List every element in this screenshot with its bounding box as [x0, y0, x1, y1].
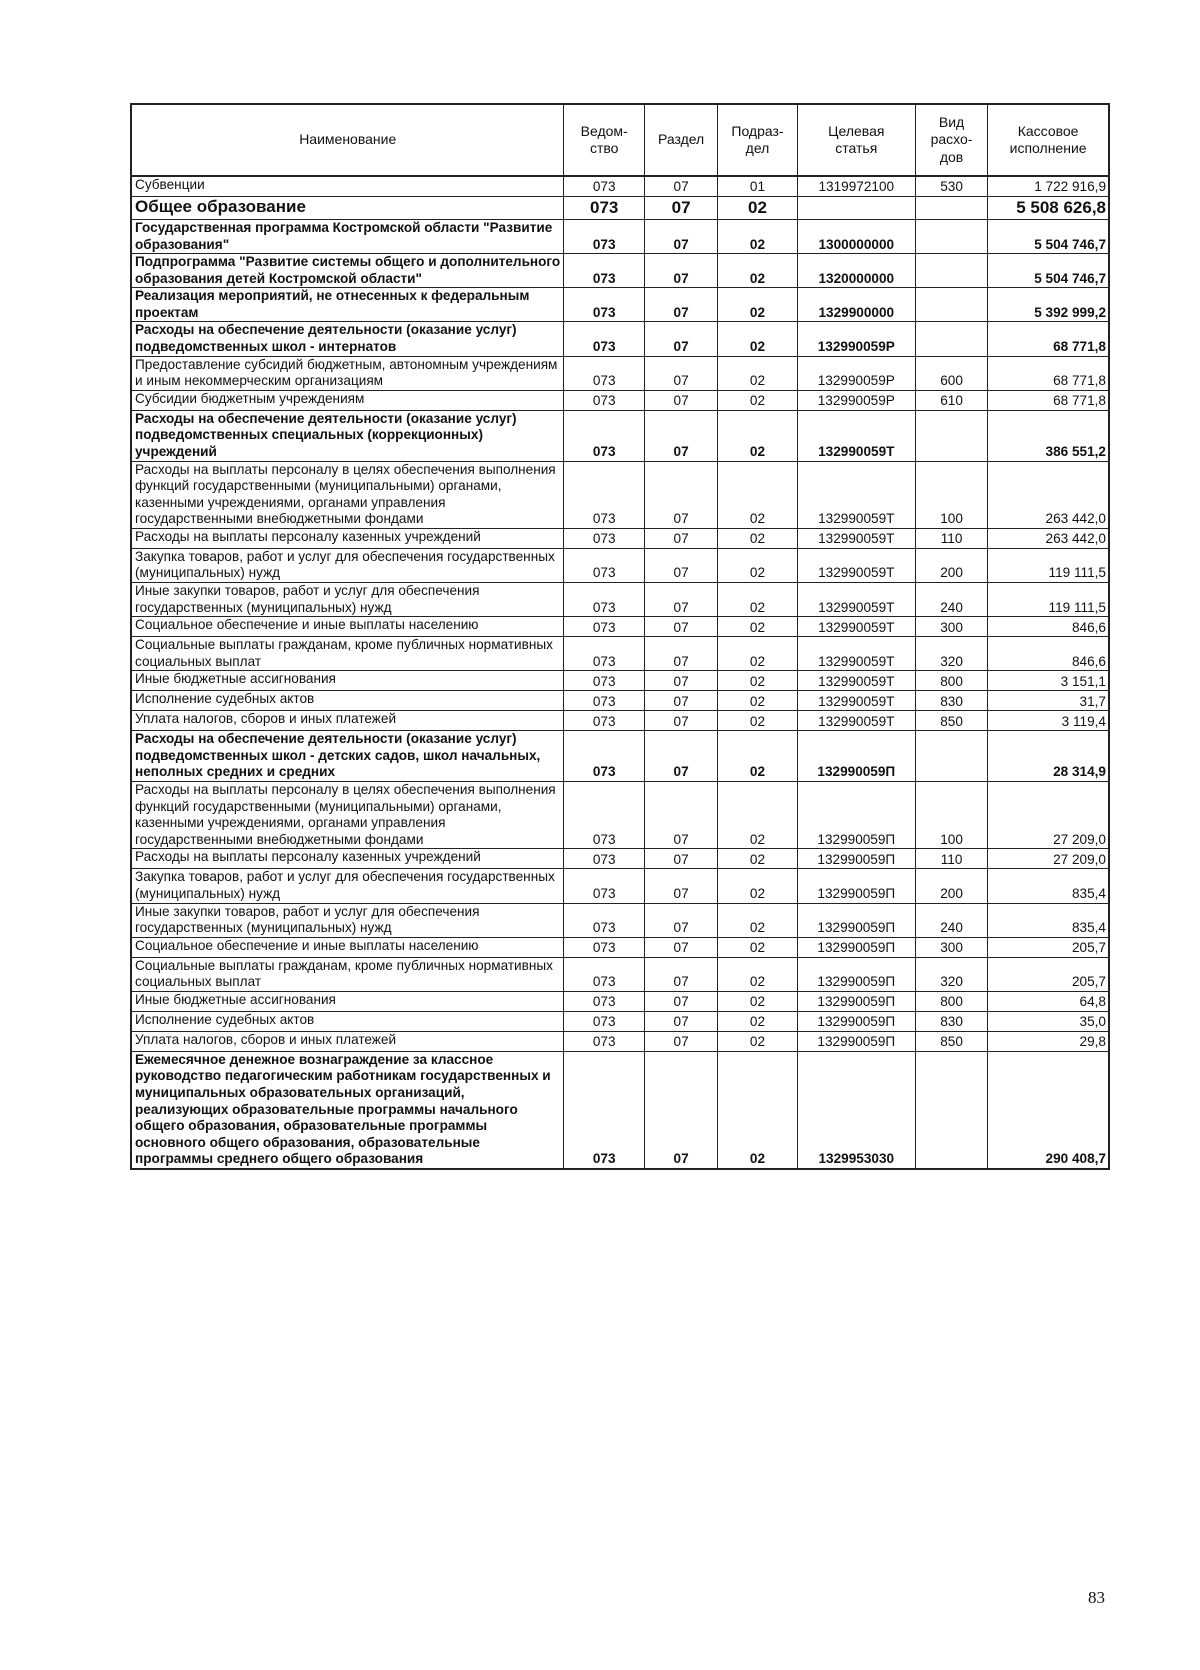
cell-exptype: 200 — [915, 869, 987, 903]
cell-exptype: 200 — [915, 548, 987, 582]
cell-exptype — [915, 1051, 987, 1169]
table-row — [131, 220, 1109, 254]
cell-exptype: 320 — [915, 957, 987, 991]
cell-target: 132990059П — [797, 1011, 915, 1031]
cell-name: Закупка товаров, работ и услуг для обеспечения государственных (муниципальных) нужд — [131, 869, 564, 903]
cell-dept: 073 — [564, 410, 644, 461]
cell-exptype: 300 — [915, 617, 987, 637]
cell-subsection: 02 — [718, 671, 797, 691]
cell-exptype: 530 — [915, 176, 987, 197]
cell-name: Закупка товаров, работ и услуг для обеспечения государственных (муниципальных) нужд — [131, 548, 564, 582]
cell-section: 07 — [644, 1051, 717, 1169]
cell-name: Субсидии бюджетным учреждениям — [131, 390, 564, 410]
cell-amount: 5 504 746,7 — [988, 220, 1109, 254]
cell-amount: 68 771,8 — [988, 390, 1109, 410]
cell-name: Социальные выплаты гражданам, кроме публичных нормативных социальных выплат — [131, 637, 564, 671]
cell-amount: 27 209,0 — [988, 849, 1109, 869]
cell-name: Расходы на выплаты персоналу казенных учреждений — [131, 528, 564, 548]
cell-subsection: 02 — [718, 410, 797, 461]
cell-target: 132990059Т — [797, 637, 915, 671]
cell-subsection: 02 — [718, 711, 797, 731]
cell-section: 07 — [644, 582, 717, 616]
cell-name: Уплата налогов, сборов и иных платежей — [131, 711, 564, 731]
cell-section: 07 — [644, 637, 717, 671]
cell-exptype — [915, 197, 987, 220]
cell-section: 07 — [644, 957, 717, 991]
cell-name: Расходы на обеспечение деятельности (оказание услуг) подведомственных школ - интернатов — [131, 322, 564, 356]
cell-exptype — [915, 410, 987, 461]
cell-target: 132990059П — [797, 957, 915, 991]
table-row — [131, 1051, 1109, 1169]
table-row — [131, 617, 1109, 637]
cell-subsection: 02 — [718, 390, 797, 410]
cell-subsection: 02 — [718, 957, 797, 991]
table-row — [131, 197, 1109, 220]
cell-section: 07 — [644, 410, 717, 461]
cell-name: Иные бюджетные ассигнования — [131, 671, 564, 691]
table-row — [131, 356, 1109, 390]
cell-section: 07 — [644, 731, 717, 782]
cell-dept: 073 — [564, 254, 644, 288]
budget-table — [130, 103, 1110, 1170]
cell-section: 07 — [644, 322, 717, 356]
table-row — [131, 1031, 1109, 1051]
cell-subsection: 02 — [718, 637, 797, 671]
cell-amount: 64,8 — [988, 991, 1109, 1011]
cell-section: 07 — [644, 991, 717, 1011]
table-row — [131, 176, 1109, 197]
cell-dept: 073 — [564, 288, 644, 322]
cell-section: 07 — [644, 1011, 717, 1031]
cell-amount: 205,7 — [988, 937, 1109, 957]
cell-target: 132990059Т — [797, 691, 915, 711]
table-row — [131, 322, 1109, 356]
cell-subsection: 02 — [718, 1051, 797, 1169]
cell-target: 132990059П — [797, 731, 915, 782]
cell-section: 07 — [644, 356, 717, 390]
cell-exptype: 830 — [915, 691, 987, 711]
cell-name: Субвенции — [131, 176, 564, 197]
cell-subsection: 02 — [718, 220, 797, 254]
cell-amount: 119 111,5 — [988, 548, 1109, 582]
cell-subsection: 02 — [718, 849, 797, 869]
cell-name: Государственная программа Костромской области "Развитие образования" — [131, 220, 564, 254]
cell-dept: 073 — [564, 903, 644, 937]
cell-amount: 28 314,9 — [988, 731, 1109, 782]
cell-dept: 073 — [564, 617, 644, 637]
cell-subsection: 02 — [718, 869, 797, 903]
header-name: Наименование — [131, 104, 564, 176]
cell-dept: 073 — [564, 220, 644, 254]
cell-subsection: 02 — [718, 691, 797, 711]
table-row — [131, 637, 1109, 671]
cell-exptype: 110 — [915, 849, 987, 869]
table-header-row — [131, 104, 1109, 176]
cell-dept: 073 — [564, 637, 644, 671]
cell-target: 132990059Р — [797, 390, 915, 410]
cell-subsection: 02 — [718, 288, 797, 322]
cell-section: 07 — [644, 288, 717, 322]
cell-exptype: 110 — [915, 528, 987, 548]
cell-section: 07 — [644, 254, 717, 288]
cell-target: 132990059Т — [797, 671, 915, 691]
cell-section: 07 — [644, 176, 717, 197]
table-row — [131, 903, 1109, 937]
cell-section: 07 — [644, 461, 717, 528]
cell-dept: 073 — [564, 1031, 644, 1051]
cell-exptype: 800 — [915, 671, 987, 691]
cell-target: 132990059Т — [797, 461, 915, 528]
table-row — [131, 782, 1109, 849]
header-exptype: Вид расхо- дов — [915, 104, 987, 176]
cell-amount: 5 392 999,2 — [988, 288, 1109, 322]
cell-name: Иные бюджетные ассигнования — [131, 991, 564, 1011]
cell-dept: 073 — [564, 176, 644, 197]
cell-name: Уплата налогов, сборов и иных платежей — [131, 1031, 564, 1051]
cell-target: 1329953030 — [797, 1051, 915, 1169]
cell-exptype: 830 — [915, 1011, 987, 1031]
cell-target: 132990059Т — [797, 711, 915, 731]
cell-dept: 073 — [564, 548, 644, 582]
page-number: 83 — [1088, 1588, 1105, 1607]
cell-section: 07 — [644, 617, 717, 637]
cell-name: Социальные выплаты гражданам, кроме публичных нормативных социальных выплат — [131, 957, 564, 991]
cell-dept: 073 — [564, 322, 644, 356]
cell-amount: 27 209,0 — [988, 782, 1109, 849]
cell-section: 07 — [644, 197, 717, 220]
cell-target: 132990059П — [797, 869, 915, 903]
cell-subsection: 02 — [718, 356, 797, 390]
table-row — [131, 410, 1109, 461]
table-row — [131, 288, 1109, 322]
cell-target: 1320000000 — [797, 254, 915, 288]
cell-section: 07 — [644, 671, 717, 691]
cell-subsection: 02 — [718, 322, 797, 356]
header-target: Целевая статья — [797, 104, 915, 176]
cell-target: 1319972100 — [797, 176, 915, 197]
cell-section: 07 — [644, 220, 717, 254]
cell-dept: 073 — [564, 869, 644, 903]
cell-name: Расходы на выплаты персоналу в целях обеспечения выполнения функций государственными (муниципальными) органами, казенными учреждениями, органами управления государственными внебюджетными фондами — [131, 461, 564, 528]
table-row — [131, 991, 1109, 1011]
cell-dept: 073 — [564, 691, 644, 711]
cell-section: 07 — [644, 711, 717, 731]
cell-section: 07 — [644, 937, 717, 957]
cell-subsection: 02 — [718, 461, 797, 528]
table-row — [131, 731, 1109, 782]
cell-target: 132990059Р — [797, 322, 915, 356]
cell-name: Иные закупки товаров, работ и услуг для обеспечения государственных (муниципальных) нужд — [131, 582, 564, 616]
cell-exptype — [915, 254, 987, 288]
cell-subsection: 02 — [718, 582, 797, 616]
cell-target: 132990059П — [797, 937, 915, 957]
cell-target: 132990059П — [797, 782, 915, 849]
cell-dept: 073 — [564, 528, 644, 548]
cell-amount: 263 442,0 — [988, 528, 1109, 548]
cell-dept: 073 — [564, 711, 644, 731]
cell-section: 07 — [644, 390, 717, 410]
cell-exptype: 100 — [915, 461, 987, 528]
cell-name: Расходы на обеспечение деятельности (оказание услуг) подведомственных школ - детских садов, школ начальных, неполных средних и средних — [131, 731, 564, 782]
cell-target: 132990059П — [797, 1031, 915, 1051]
cell-amount: 1 722 916,9 — [988, 176, 1109, 197]
cell-subsection: 02 — [718, 254, 797, 288]
cell-subsection: 02 — [718, 617, 797, 637]
cell-dept: 073 — [564, 1051, 644, 1169]
cell-section: 07 — [644, 1031, 717, 1051]
cell-target: 132990059П — [797, 991, 915, 1011]
cell-exptype: 320 — [915, 637, 987, 671]
cell-exptype: 100 — [915, 782, 987, 849]
cell-amount: 290 408,7 — [988, 1051, 1109, 1169]
cell-exptype: 850 — [915, 711, 987, 731]
cell-section: 07 — [644, 903, 717, 937]
cell-exptype: 850 — [915, 1031, 987, 1051]
table-row — [131, 957, 1109, 991]
cell-target: 132990059Т — [797, 528, 915, 548]
cell-section: 07 — [644, 849, 717, 869]
cell-name: Общее образование — [131, 197, 564, 220]
cell-target: 1329900000 — [797, 288, 915, 322]
cell-exptype: 610 — [915, 390, 987, 410]
table-row — [131, 937, 1109, 957]
table-row — [131, 548, 1109, 582]
cell-section: 07 — [644, 782, 717, 849]
cell-amount: 835,4 — [988, 903, 1109, 937]
table-row — [131, 869, 1109, 903]
cell-dept: 073 — [564, 582, 644, 616]
cell-subsection: 02 — [718, 731, 797, 782]
cell-target: 132990059П — [797, 903, 915, 937]
cell-target: 132990059Т — [797, 582, 915, 616]
cell-subsection: 02 — [718, 197, 797, 220]
cell-subsection: 02 — [718, 903, 797, 937]
cell-name: Реализация мероприятий, не отнесенных к федеральным проектам — [131, 288, 564, 322]
cell-name: Ежемесячное денежное вознаграждение за классное руководство педагогическим работникам государственных и муниципальных образовательных организаций, реализующих образовательные программы начального общего образования, образовательные программы основного общего образования, образовательные программы среднего общего образования — [131, 1051, 564, 1169]
cell-exptype — [915, 288, 987, 322]
cell-exptype: 600 — [915, 356, 987, 390]
table-row — [131, 461, 1109, 528]
cell-exptype: 800 — [915, 991, 987, 1011]
cell-exptype: 300 — [915, 937, 987, 957]
cell-section: 07 — [644, 691, 717, 711]
cell-target: 132990059Р — [797, 356, 915, 390]
cell-name: Расходы на выплаты персоналу в целях обеспечения выполнения функций государственными (муниципальными) органами, казенными учреждениями, органами управления государственными внебюджетными фондами — [131, 782, 564, 849]
cell-name: Исполнение судебных актов — [131, 691, 564, 711]
cell-amount: 68 771,8 — [988, 356, 1109, 390]
cell-subsection: 02 — [718, 782, 797, 849]
table-row — [131, 254, 1109, 288]
cell-amount: 5 504 746,7 — [988, 254, 1109, 288]
cell-target: 132990059Т — [797, 548, 915, 582]
cell-dept: 073 — [564, 461, 644, 528]
cell-name: Социальное обеспечение и иные выплаты населению — [131, 937, 564, 957]
table-row — [131, 671, 1109, 691]
cell-subsection: 02 — [718, 991, 797, 1011]
cell-amount: 68 771,8 — [988, 322, 1109, 356]
cell-name: Подпрограмма "Развитие системы общего и дополнительного образования детей Костромской области" — [131, 254, 564, 288]
header-amount: Кассовое исполнение — [988, 104, 1109, 176]
table-row — [131, 691, 1109, 711]
cell-dept: 073 — [564, 937, 644, 957]
cell-dept: 073 — [564, 671, 644, 691]
cell-amount: 263 442,0 — [988, 461, 1109, 528]
cell-exptype: 240 — [915, 582, 987, 616]
cell-name: Исполнение судебных актов — [131, 1011, 564, 1031]
cell-name: Иные закупки товаров, работ и услуг для обеспечения государственных (муниципальных) нужд — [131, 903, 564, 937]
cell-target: 1300000000 — [797, 220, 915, 254]
cell-amount: 5 508 626,8 — [988, 197, 1109, 220]
cell-target — [797, 197, 915, 220]
cell-target: 132990059П — [797, 849, 915, 869]
cell-amount: 3 119,4 — [988, 711, 1109, 731]
table-row — [131, 390, 1109, 410]
cell-amount: 846,6 — [988, 617, 1109, 637]
table-row — [131, 1011, 1109, 1031]
cell-dept: 073 — [564, 390, 644, 410]
cell-subsection: 01 — [718, 176, 797, 197]
cell-dept: 073 — [564, 991, 644, 1011]
cell-subsection: 02 — [718, 1031, 797, 1051]
table-row — [131, 849, 1109, 869]
table-row — [131, 528, 1109, 548]
cell-amount: 35,0 — [988, 1011, 1109, 1031]
cell-section: 07 — [644, 869, 717, 903]
cell-amount: 119 111,5 — [988, 582, 1109, 616]
cell-dept: 073 — [564, 957, 644, 991]
cell-target: 132990059Т — [797, 617, 915, 637]
cell-amount: 3 151,1 — [988, 671, 1109, 691]
cell-amount: 846,6 — [988, 637, 1109, 671]
cell-name: Предоставление субсидий бюджетным, автономным учреждениям и иным некоммерческим организациям — [131, 356, 564, 390]
cell-subsection: 02 — [718, 548, 797, 582]
table-row — [131, 711, 1109, 731]
cell-section: 07 — [644, 528, 717, 548]
cell-subsection: 02 — [718, 937, 797, 957]
cell-dept: 073 — [564, 782, 644, 849]
cell-exptype — [915, 731, 987, 782]
cell-dept: 073 — [564, 731, 644, 782]
header-dept: Ведом- ство — [564, 104, 644, 176]
cell-name: Социальное обеспечение и иные выплаты населению — [131, 617, 564, 637]
cell-amount: 205,7 — [988, 957, 1109, 991]
table-row — [131, 582, 1109, 616]
cell-dept: 073 — [564, 1011, 644, 1031]
cell-exptype: 240 — [915, 903, 987, 937]
cell-name: Расходы на обеспечение деятельности (оказание услуг) подведомственных специальных (коррекционных) учреждений — [131, 410, 564, 461]
cell-dept: 073 — [564, 849, 644, 869]
cell-name: Расходы на выплаты персоналу казенных учреждений — [131, 849, 564, 869]
cell-subsection: 02 — [718, 1011, 797, 1031]
cell-exptype — [915, 220, 987, 254]
cell-subsection: 02 — [718, 528, 797, 548]
cell-exptype — [915, 322, 987, 356]
cell-dept: 073 — [564, 197, 644, 220]
cell-amount: 31,7 — [988, 691, 1109, 711]
cell-amount: 386 551,2 — [988, 410, 1109, 461]
header-section: Раздел — [644, 104, 717, 176]
cell-target: 132990059Т — [797, 410, 915, 461]
header-subsection: Подраз- дел — [718, 104, 797, 176]
cell-amount: 29,8 — [988, 1031, 1109, 1051]
cell-section: 07 — [644, 548, 717, 582]
cell-amount: 835,4 — [988, 869, 1109, 903]
cell-dept: 073 — [564, 356, 644, 390]
